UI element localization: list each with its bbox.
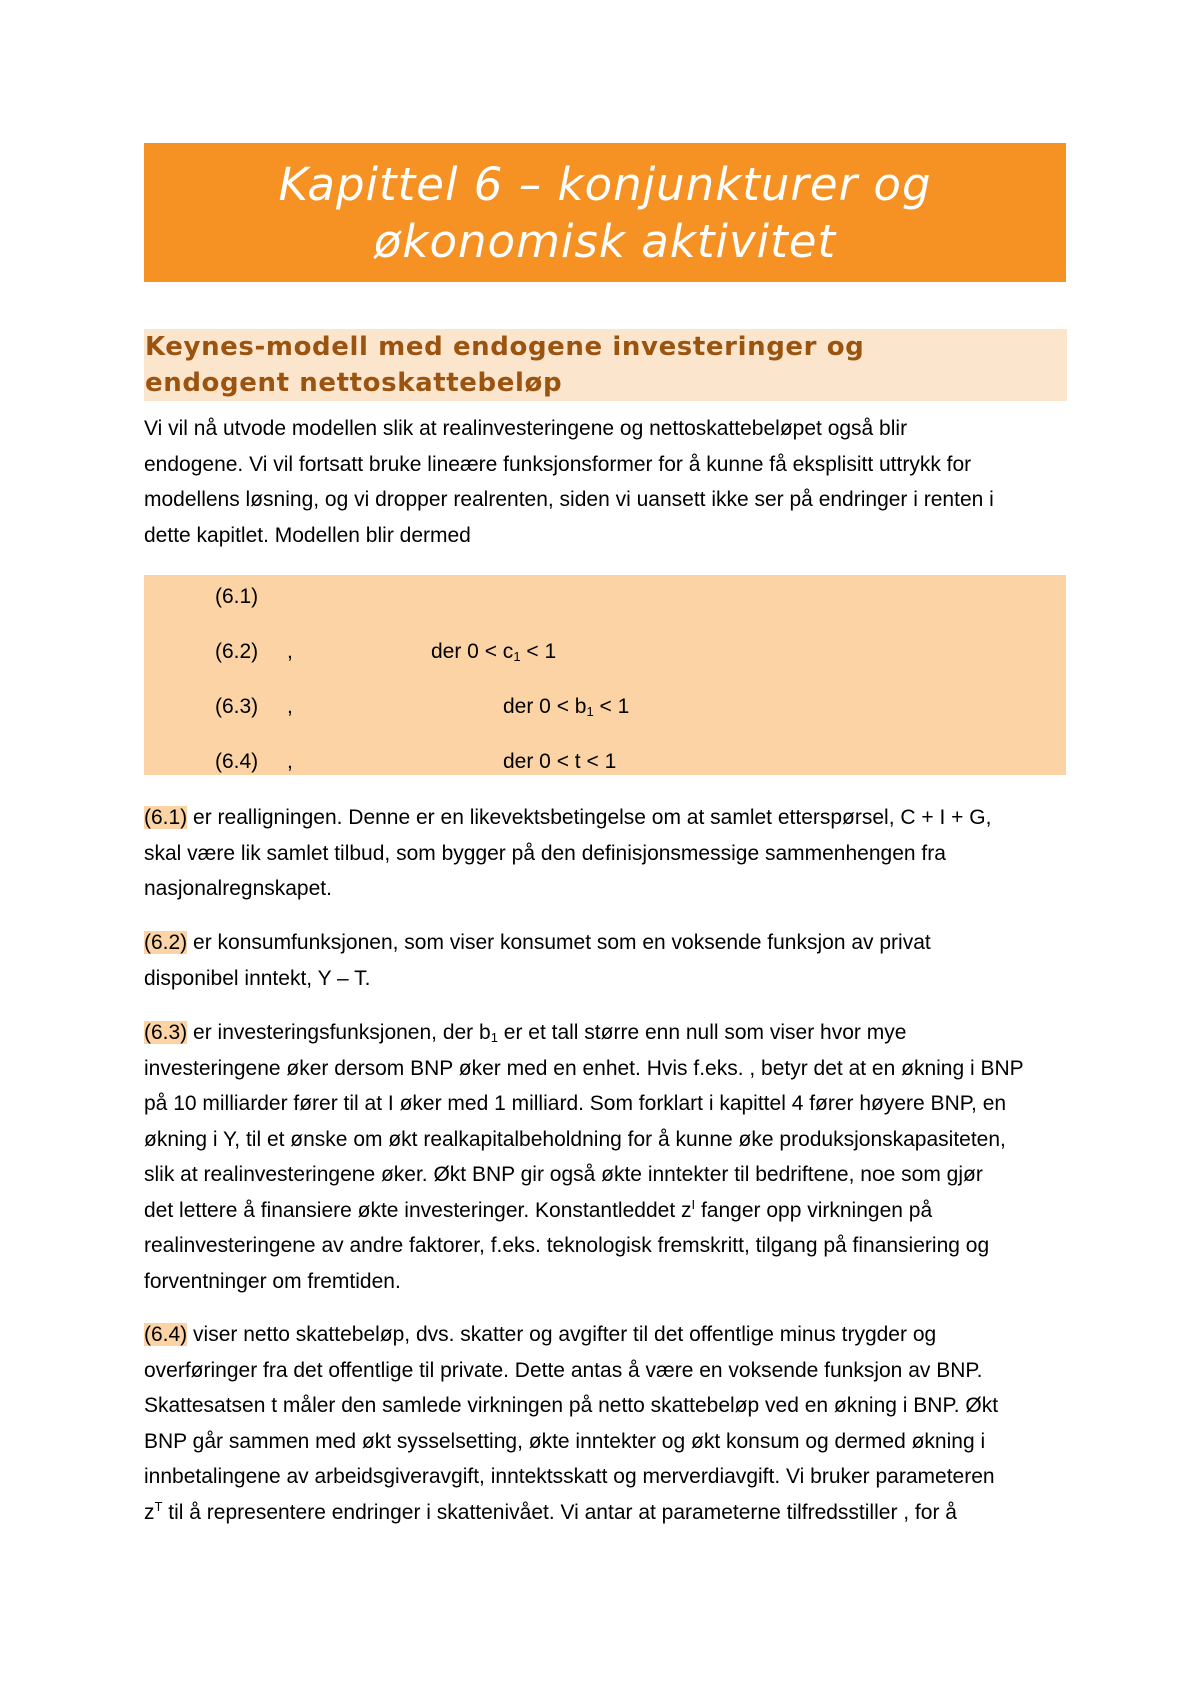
paragraph-line: investeringene øker dersom BNP øker med en enhet. Hvis f.eks. , betyr det at en økning i BNP <box>144 1056 1024 1080</box>
paragraph-line: slik at realinvesteringene øker. Økt BNP gir også økte inntekter til bedriftene, noe som gjør <box>144 1163 983 1186</box>
intro-paragraph <box>144 411 1066 553</box>
equation-number: (6.2) <box>215 640 259 663</box>
paragraph-line: innbetalingene av arbeidsgiveravgift, inntektsskatt og merverdiavgift. Vi bruker parameteren <box>144 1465 995 1488</box>
section-heading-line-2: endogent nettoskattebeløp <box>145 368 563 398</box>
paragraph-6-3 <box>144 1015 1066 1299</box>
line-text: det lettere å finansiere økte investeringer. Konstantleddet z <box>144 1198 692 1222</box>
section-heading-line-1: Keynes-modell med endogene investeringer og <box>145 332 865 362</box>
chapter-title-line-2: økonomisk aktivitet <box>373 214 837 268</box>
paragraph-line <box>144 800 1066 836</box>
condition-subscript: 1 <box>586 704 594 719</box>
paragraph-line <box>144 1193 1066 1229</box>
paragraph-6-1 <box>144 800 1066 907</box>
paragraph-6-4 <box>144 1317 1066 1530</box>
paragraph-line <box>144 1317 1066 1353</box>
line-text: er konsumfunksjonen, som viser konsumet som en voksende funksjon av privat <box>187 931 931 954</box>
equation-row <box>144 632 1066 672</box>
equation-condition <box>503 687 629 727</box>
equation-reference[interactable]: (6.2) <box>144 931 188 954</box>
paragraph-line: realinvesteringene av andre faktorer, f.eks. teknologisk fremskritt, tilgang på finansiering og <box>144 1234 990 1257</box>
paragraph-line: BNP går sammen med økt sysselsetting, økte inntekter og økt konsum og dermed økning i <box>144 1429 986 1453</box>
equation-comma: , <box>287 640 293 663</box>
equation-reference[interactable]: (6.4) <box>144 1323 188 1346</box>
chapter-title-banner <box>144 143 1066 282</box>
equation-comma: , <box>287 750 293 773</box>
intro-line: endogene. Vi vil fortsatt bruke lineære funksjonsformer for å kunne få eksplisitt uttrykk for <box>144 452 972 476</box>
equation-number: (6.4) <box>215 750 259 773</box>
equation-number: (6.3) <box>215 695 259 718</box>
line-text: er realligningen. Denne er en likevektsbetingelse om at samlet etterspørsel, C + I + G, <box>187 806 992 829</box>
paragraph-line: økning i Y, til et ønske om økt realkapitalbeholdning for å kunne øke produksjonskapasiteten, <box>144 1127 1006 1151</box>
condition-text: der 0 < b <box>503 695 587 718</box>
subscript: 1 <box>490 1030 498 1045</box>
superscript: T <box>154 1498 163 1514</box>
paragraph-line <box>144 1495 1066 1531</box>
paragraph-line: forventninger om fremtiden. <box>144 1269 401 1293</box>
intro-line: modellens løsning, og vi dropper realrenten, siden vi uansett ikke ser på endringer i renten i <box>144 488 994 511</box>
paragraph-line: på 10 milliarder fører til at I øker med 1 milliard. Som forklart i kapittel 4 fører høyere BNP, en <box>144 1092 1007 1115</box>
section-heading <box>144 329 1067 401</box>
line-text: z <box>144 1500 155 1524</box>
equation-number: (6.1) <box>215 585 259 608</box>
condition-subscript: 1 <box>513 649 521 664</box>
superscript: I <box>691 1196 696 1212</box>
line-text: er investeringsfunksjonen, der b <box>187 1021 491 1044</box>
paragraph-line <box>144 1015 1066 1051</box>
chapter-title-line-1: Kapittel 6 – konjunkturer og <box>278 157 932 211</box>
line-text: fanger opp virkningen på <box>695 1198 933 1222</box>
paragraph-6-2 <box>144 925 1066 996</box>
equation-reference[interactable]: (6.3) <box>144 1021 188 1044</box>
equation-row <box>144 577 1066 617</box>
equation-condition <box>431 632 556 672</box>
equation-row <box>144 742 1066 782</box>
paragraph-line: overføringer fra det offentlige til private. Dette antas å være en voksende funksjon av BNP. <box>144 1358 983 1382</box>
line-text: er et tall større enn null som viser hvor mye <box>497 1021 907 1044</box>
condition-text: < 1 <box>520 640 557 663</box>
paragraph-line: disponibel inntekt, Y – T. <box>144 966 371 990</box>
equation-condition: der 0 < t < 1 <box>503 750 617 773</box>
paragraph-line: nasjonalregnskapet. <box>144 877 332 900</box>
paragraph-line: skal være lik samlet tilbud, som bygger på den definisjonsmessige sammenhengen fra <box>144 841 946 865</box>
paragraph-line: Skattesatsen t måler den samlede virkningen på netto skattebeløp ved en økning i BNP. Økt <box>144 1394 999 1417</box>
intro-line: Vi vil nå utvode modellen slik at realinvesteringene og nettoskattebeløpet også blir <box>144 417 908 440</box>
equation-block <box>144 575 1066 775</box>
line-text: viser netto skattebeløp, dvs. skatter og avgifter til det offentlige minus trygder og <box>187 1323 937 1346</box>
equation-comma: , <box>287 695 293 718</box>
equation-reference[interactable]: (6.1) <box>144 806 188 829</box>
condition-text: < 1 <box>593 695 630 718</box>
condition-text: der 0 < c <box>431 640 514 663</box>
paragraph-line <box>144 925 1066 961</box>
line-text: til å representere endringer i skattenivået. Vi antar at parameterne tilfredsstiller , for å <box>162 1500 957 1524</box>
equation-row <box>144 687 1066 727</box>
intro-line: dette kapitlet. Modellen blir dermed <box>144 523 471 547</box>
